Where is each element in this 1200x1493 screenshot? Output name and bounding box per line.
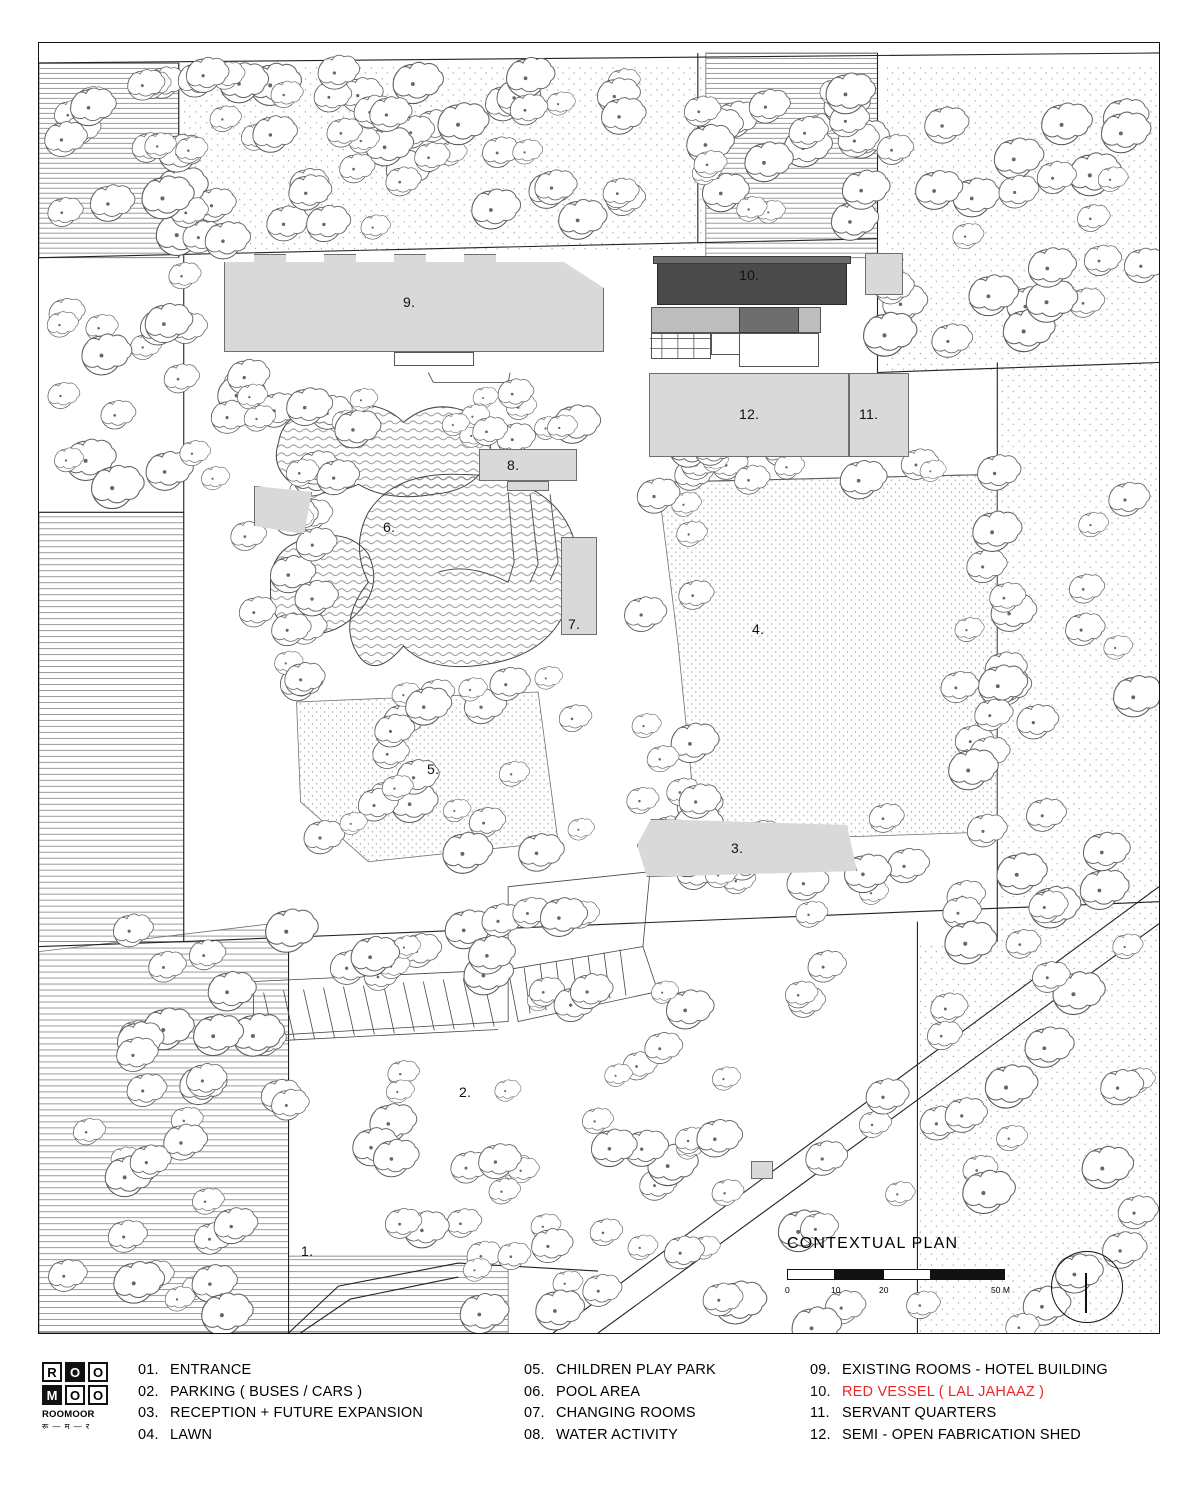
plan-frame	[38, 42, 1160, 1334]
legend-number: 03.	[138, 1405, 159, 1421]
legend-item	[524, 1403, 814, 1425]
scale-tick-10: 10	[831, 1285, 841, 1295]
legend-label: POOL AREA	[556, 1383, 641, 1400]
logo-cell-2: O	[88, 1362, 108, 1382]
legend-item	[524, 1360, 814, 1382]
legend-number: 07.	[524, 1405, 545, 1421]
scale-seg-5	[1003, 1269, 1005, 1280]
logo-cell-1: O	[65, 1362, 85, 1382]
scale-tick-50: 50 M	[991, 1285, 1010, 1295]
service-grid-lines	[39, 43, 1159, 1333]
marker-5: 5.	[427, 761, 440, 777]
legend-label: PARKING ( BUSES / CARS )	[170, 1383, 363, 1400]
legend-item	[138, 1382, 528, 1404]
legend-label: WATER ACTIVITY	[556, 1426, 679, 1443]
legend-number: 09.	[810, 1362, 831, 1378]
logo-subscript: रू — म — र	[42, 1422, 91, 1431]
marker-1: 1.	[301, 1243, 314, 1259]
logo-cell-4: O	[65, 1385, 85, 1405]
deck-water-activity-8-neck	[507, 481, 549, 491]
legend-item-highlighted	[810, 1382, 1170, 1404]
legend-item	[138, 1360, 528, 1382]
deck-water-activity-8	[479, 449, 577, 481]
legend-number: 05.	[524, 1362, 545, 1378]
logo-wordmark: ROOMOOR	[42, 1409, 95, 1420]
scale-seg-4	[931, 1269, 1003, 1280]
marker-3: 3.	[731, 840, 744, 856]
legend-number: 06.	[524, 1383, 545, 1400]
legend-column-2	[524, 1360, 814, 1446]
scale-seg-3	[883, 1269, 931, 1280]
legend-label: SERVANT QUARTERS	[842, 1405, 997, 1421]
legend-label: CHANGING ROOMS	[556, 1405, 696, 1421]
legend-label: RED VESSEL ( LAL JAHAAZ )	[842, 1383, 1045, 1400]
legend-number: 12.	[810, 1426, 831, 1443]
legend-label: LAWN	[170, 1426, 213, 1443]
legend	[0, 1352, 1200, 1492]
scale-seg-2	[835, 1269, 883, 1280]
logo-cell-3: M	[42, 1385, 62, 1405]
plan-title: CONTEXTUAL PLAN	[787, 1235, 959, 1252]
marker-7: 7.	[568, 616, 581, 632]
marker-11: 11.	[859, 406, 879, 422]
marker-12: 12.	[739, 406, 760, 422]
legend-item	[138, 1403, 528, 1425]
marker-9: 9.	[403, 294, 416, 310]
building-reception-3	[637, 819, 857, 877]
legend-item	[810, 1360, 1170, 1382]
legend-item	[138, 1425, 528, 1447]
legend-item	[810, 1403, 1170, 1425]
scale-bar-group	[787, 1235, 1087, 1334]
pool-deck-pad	[254, 486, 312, 534]
legend-label: RECEPTION + FUTURE EXPANSION	[170, 1405, 424, 1421]
marker-2: 2.	[459, 1084, 472, 1100]
scale-tick-0: 0	[785, 1285, 790, 1295]
legend-item	[524, 1382, 814, 1404]
logo-cell-0: R	[42, 1362, 62, 1382]
legend-label: SEMI - OPEN FABRICATION SHED	[842, 1426, 1081, 1443]
marker-4: 4.	[752, 621, 765, 637]
legend-item	[810, 1425, 1170, 1447]
legend-label: CHILDREN PLAY PARK	[556, 1362, 716, 1378]
marker-8: 8.	[507, 457, 520, 473]
legend-number: 08.	[524, 1426, 545, 1443]
legend-label: EXISTING ROOMS - HOTEL BUILDING	[842, 1362, 1108, 1378]
north-arrow	[1051, 1251, 1129, 1329]
scale-seg-1	[787, 1269, 835, 1280]
legend-number: 04.	[138, 1426, 159, 1443]
legend-column-1	[138, 1360, 528, 1446]
legend-column-3	[810, 1360, 1170, 1446]
legend-number: 01.	[138, 1362, 159, 1378]
legend-item	[524, 1425, 814, 1447]
marker-6: 6.	[383, 519, 396, 535]
legend-number: 02.	[138, 1383, 159, 1400]
legend-number: 10.	[810, 1383, 831, 1400]
logo-cell-5: O	[88, 1385, 108, 1405]
pad-small-bottom	[751, 1161, 773, 1179]
legend-number: 11.	[810, 1405, 830, 1421]
marker-10: 10.	[739, 267, 760, 283]
legend-label: ENTRANCE	[170, 1362, 252, 1378]
logo-roomoor	[42, 1362, 114, 1446]
building-quarters-11	[849, 373, 909, 457]
scale-tick-20: 20	[879, 1285, 889, 1295]
